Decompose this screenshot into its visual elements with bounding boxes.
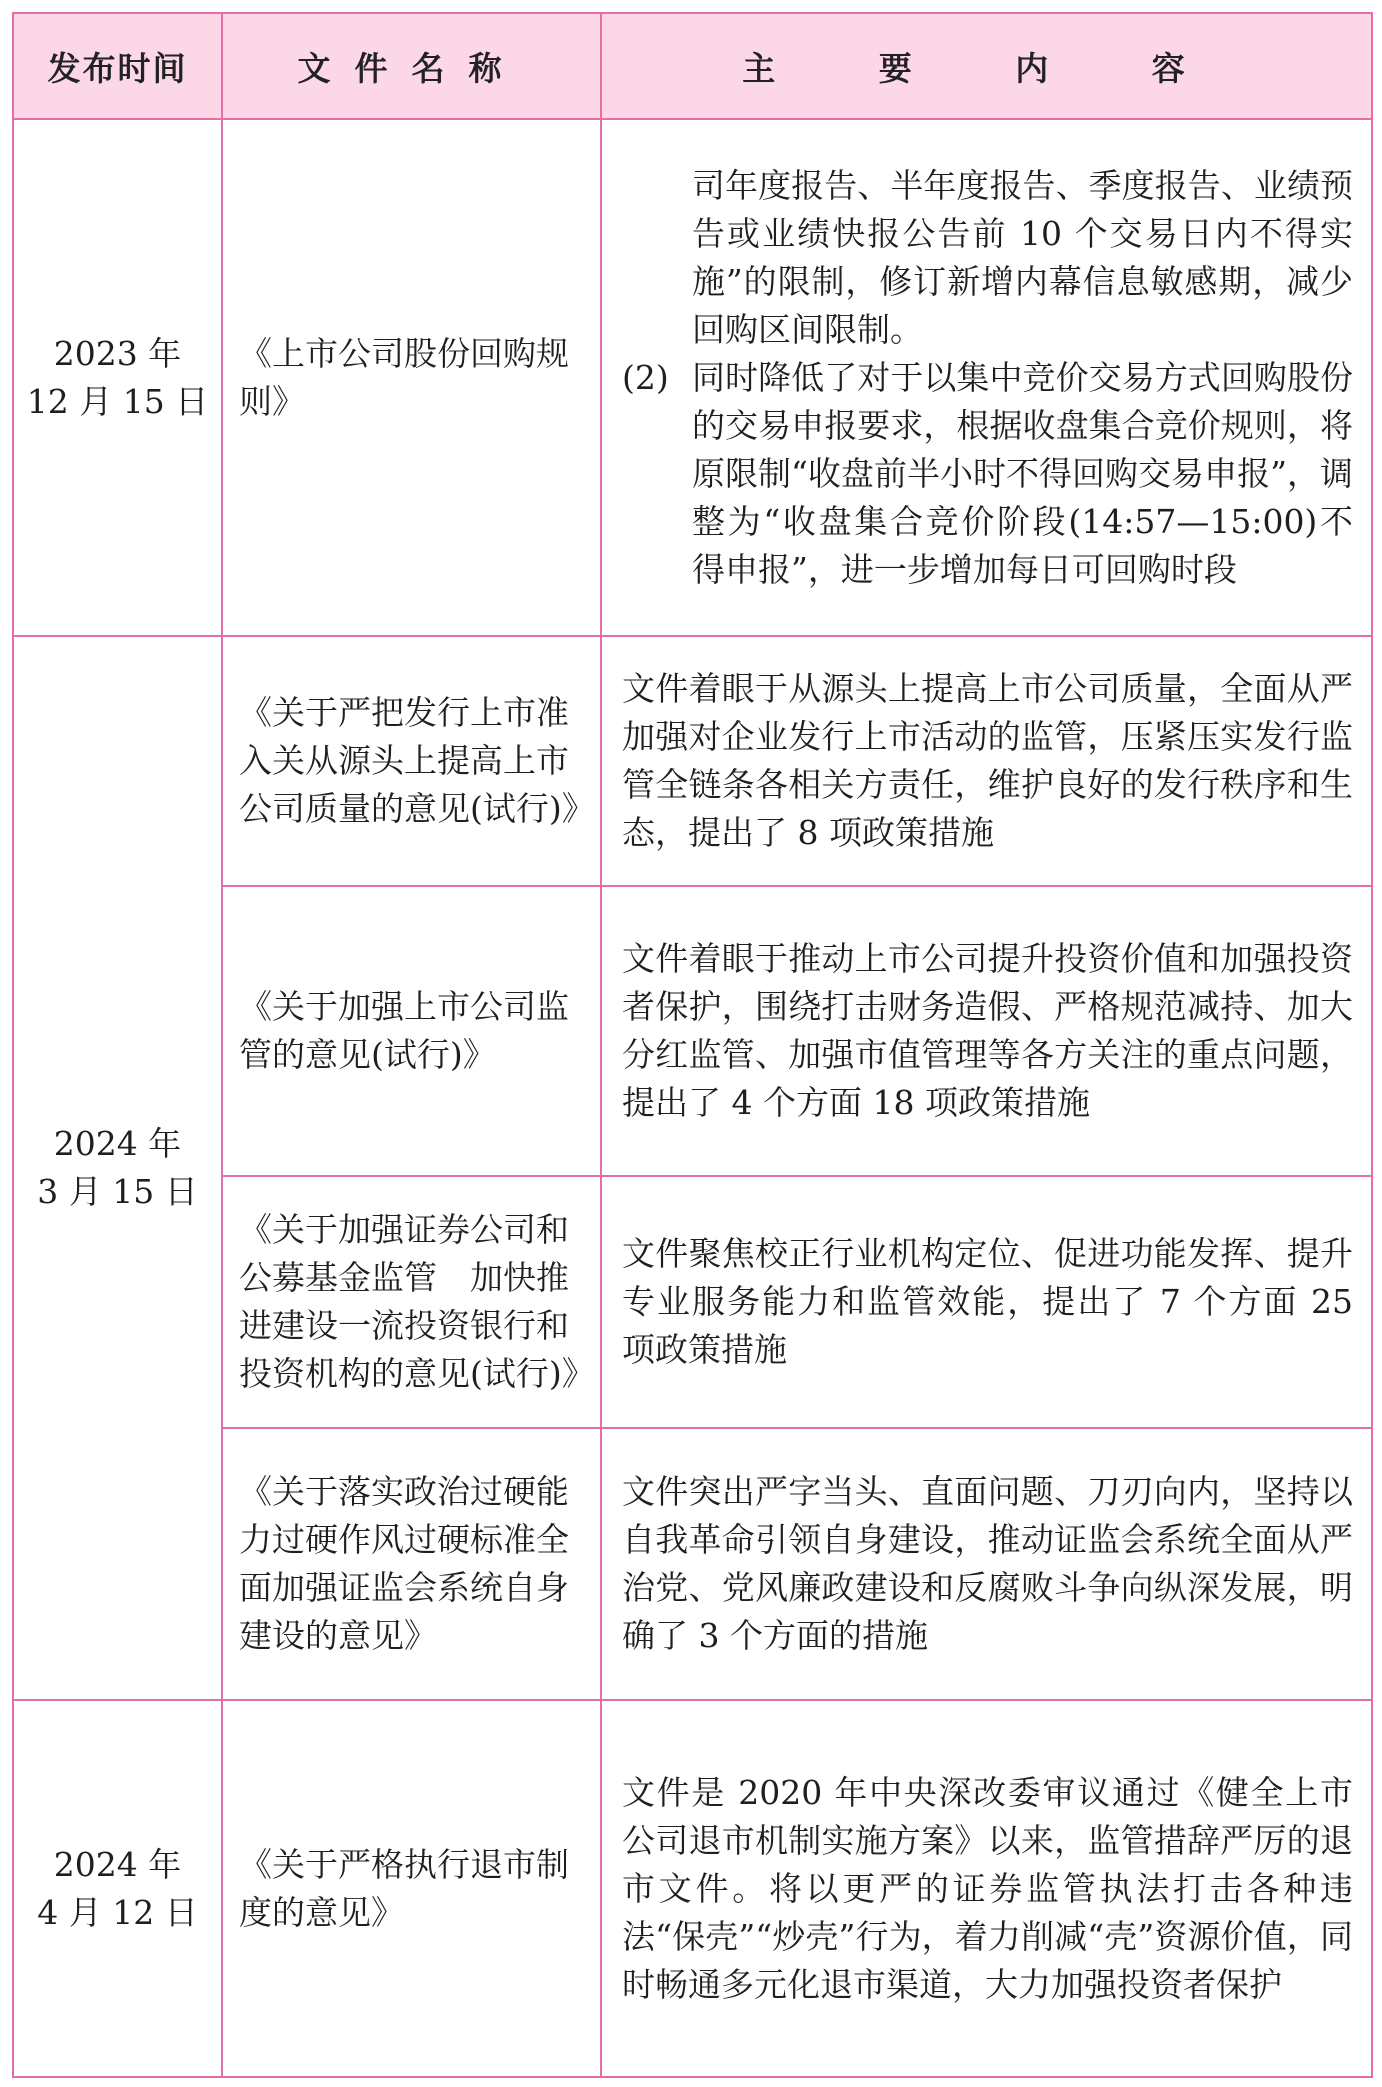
content-text: 文件着眼于从源头上提高上市公司质量，全面从严加强对企业发行上市活动的监管，压紧压实发行监管全链条各相关方责任，维护良好的发行秩序和生态，提出了 8 项政策措施 [622,669,1353,852]
name-cell [222,886,601,1176]
date-cell [13,119,222,636]
content-cell [601,886,1372,1176]
date-day: 4 月 12 日 [37,1892,198,1932]
content-cell [601,1176,1372,1428]
content-cell [601,1700,1372,2077]
list-item-number: (2) [622,357,669,397]
name-cell [222,1700,601,2077]
date-year: 2023 年 [53,333,182,373]
document-name: 《关于加强证券公司和公募基金监管 加快推进建设一流投资银行和投资机构的意见(试行)》 [239,1210,595,1393]
name-cell [222,636,601,886]
content-text: 文件着眼于推动上市公司提升投资价值和加强投资者保护，围绕打击财务造假、严格规范减持、加大分红监管、加强市值管理等各方关注的重点问题，提出了 4 个方面 18 项政策措施 [622,939,1353,1122]
name-cell [222,1428,601,1700]
content-cell [601,636,1372,886]
content-text: 文件聚焦校正行业机构定位、促进功能发挥、提升专业服务能力和监管效能，提出了 7 个方面 25 项政策措施 [622,1234,1353,1369]
date-day: 12 月 15 日 [26,381,209,421]
content-continuation: 司年度报告、半年度报告、季度报告、业绩预告或业绩快报公告前 10 个交易日内不得实施”的限制，修订新增内幕信息敏感期，减少回购区间限制。 [692,165,1353,349]
header-date: 发布时间 [13,13,222,119]
header-content: 主 要 内 容 [601,13,1372,119]
name-cell [222,1176,601,1428]
content-cell [601,1428,1372,1700]
table-row [13,119,1372,636]
content-text: 文件是 2020 年中央深改委审议通过《健全上市公司退市机制实施方案》以来，监管措辞严厉的退市文件。将以更严的证券监管执法打击各种违法“保壳”“炒壳”行为，着力削减“壳”资源价值，同时畅通多元化退市渠道，大力加强投资者保护 [622,1772,1353,2004]
header-row [13,13,1372,119]
table-row [13,1700,1372,2077]
date-day: 3 月 15 日 [37,1172,198,1211]
date-cell [13,636,222,1700]
document-name: 《关于加强上市公司监管的意见(试行)》 [239,987,569,1074]
header-name: 文件名称 [222,13,601,119]
document-name: 《上市公司股份回购规则》 [239,333,569,421]
document-name: 《关于落实政治过硬能力过硬作风过硬标准全面加强证监会系统自身建设的意见》 [239,1472,569,1655]
content-list-item [622,354,1353,594]
policy-table [12,12,1373,2078]
content-cell [601,119,1372,636]
name-cell [222,119,601,636]
date-year: 2024 年 [53,1124,182,1163]
date-cell [13,1700,222,2077]
content-text: 文件突出严字当头、直面问题、刀刃向内，坚持以自我革命引领自身建设，推动证监会系统全面从严治党、党风廉政建设和反腐败斗争向纵深发展，明确了 3 个方面的措施 [622,1472,1353,1655]
date-year: 2024 年 [53,1844,182,1884]
document-name: 《关于严把发行上市准入关从源头上提高上市公司质量的意见(试行)》 [239,693,595,828]
table-row [13,636,1372,886]
document-name: 《关于严格执行退市制度的意见》 [239,1844,569,1932]
list-item-text: 同时降低了对于以集中竞价交易方式回购股份的交易申报要求，根据收盘集合竞价规则，将原限制“收盘前半小时不得回购交易申报”，调整为“收盘集合竞价阶段(14:57—15:00)不得申报”，进一步增加每日可回购时段 [692,357,1353,589]
